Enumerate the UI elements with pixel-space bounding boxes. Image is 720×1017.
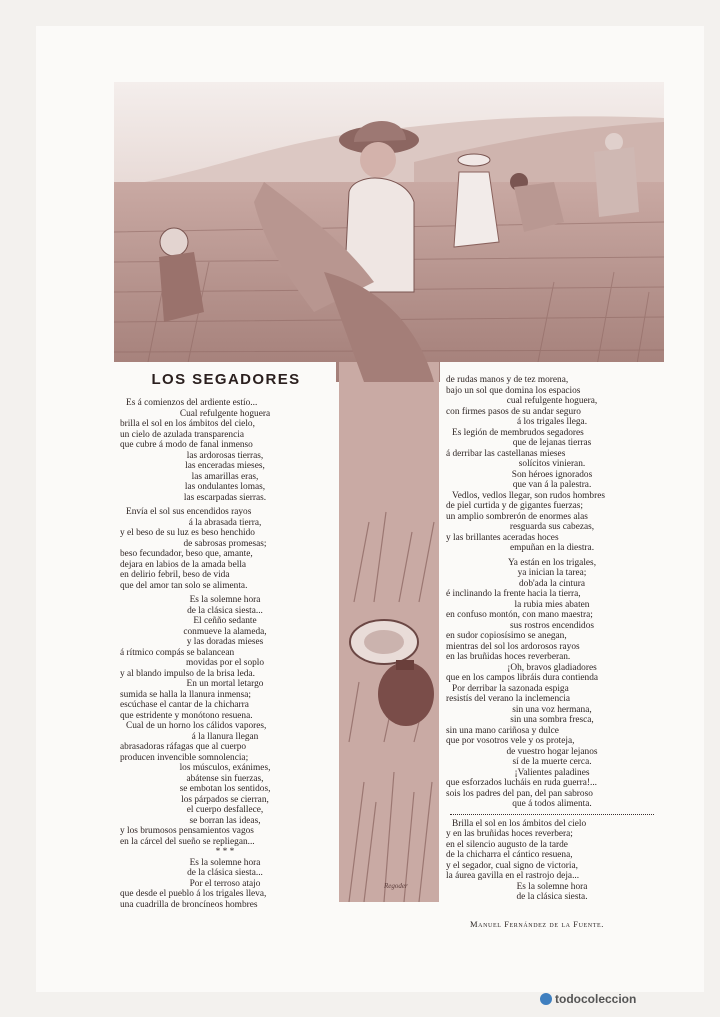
verse-line: conmueve la alameda, bbox=[183, 626, 267, 637]
verse-line: y el beso de su luz es beso henchido bbox=[120, 528, 255, 538]
verse-line: las ardorosas tierras, bbox=[186, 450, 264, 461]
verse-line: á la abrasada tierra, bbox=[188, 517, 262, 528]
verse-line: la rubia mies abaten bbox=[514, 599, 590, 610]
verse-line: dejara en labios de la amada bella bbox=[120, 559, 247, 570]
verse-line: se embotan los sentidos, bbox=[179, 784, 271, 794]
verse-line: mientras del sol los ardorosos rayos bbox=[446, 641, 580, 652]
verse-line: movidas por el soplo bbox=[185, 658, 265, 668]
verse-line: en delirio febril, beso de vida bbox=[120, 570, 230, 580]
verse-line: El ceñño sedante bbox=[193, 616, 257, 626]
verse-line: sin una mano cariñosa y dulce bbox=[446, 725, 559, 736]
verse-line: que desde el pueblo á los trigales lleva, bbox=[120, 889, 267, 899]
verse-line: y las brillantes aceradas hoces bbox=[446, 532, 559, 543]
verse-line: de vuestro hogar lejanos bbox=[506, 746, 598, 757]
verse-line: y el segador, cual signo de victoria, bbox=[446, 860, 578, 871]
verse-line: y al blando impulso de la brisa leda. bbox=[120, 668, 255, 679]
verse-line: Es la solemne hora bbox=[189, 595, 261, 605]
verse-line: una cuadrilla de broncíneos hombres bbox=[120, 899, 258, 910]
verse-line: un cielo de azulada transparencia bbox=[120, 429, 244, 440]
illustrator-signature: Regoder bbox=[384, 882, 408, 890]
verse-line: y los brumosos pensamientos vagos bbox=[120, 826, 254, 836]
verse-line: un amplio sombrerón de enormes alas bbox=[446, 511, 588, 522]
verse-line: Ya están en los trigales, bbox=[507, 557, 597, 568]
verse-line: que á todos alimenta. bbox=[512, 799, 592, 809]
verse-line: que van á la palestra. bbox=[512, 480, 592, 490]
verse-line: solícitos vinieran. bbox=[518, 459, 586, 469]
watermark-logo-icon bbox=[540, 993, 552, 1005]
verse-line: que esforzados lucháis en ruda guerra!... bbox=[446, 778, 597, 788]
verse-line: sois los padres del pan, del pan sabroso bbox=[446, 788, 593, 799]
verse-line: que estridente y monótono resuena. bbox=[120, 710, 253, 721]
verse-line: los músculos, exánimes, bbox=[179, 763, 271, 773]
verse-line: que de lejanas tierras bbox=[512, 438, 592, 448]
verse-line: las escarpadas sierras. bbox=[183, 492, 267, 503]
verse-line: las enceradas mieses, bbox=[185, 461, 265, 471]
verse-line: á los trigales llega. bbox=[516, 417, 588, 427]
verse-line: á derribar las castellanas mieses bbox=[446, 448, 566, 459]
verse-line: sus rostros encendidos bbox=[509, 620, 595, 631]
verse-line: Es la solemne hora bbox=[516, 881, 588, 892]
verse-line: en el silencio augusto de la tarde bbox=[446, 839, 568, 850]
verse-line: sin una sombra fresca, bbox=[510, 715, 594, 725]
verse-line: de piel curtida y de gigantes fuerzas; bbox=[446, 501, 583, 511]
verse-line: en la cárcel del sueño se repliegan... bbox=[120, 836, 255, 847]
verse-line: sumida se halla la llanura inmensa; bbox=[120, 689, 252, 700]
verse-line: á la llanura llegan bbox=[191, 731, 259, 742]
verse-line: el cuerpo desfallece, bbox=[186, 805, 264, 815]
verse-line: que por vosotros vele y os proteja, bbox=[446, 736, 575, 746]
verse-line: brilla el sol en los ámbitos del cielo, bbox=[120, 419, 255, 429]
dotted-divider bbox=[450, 814, 654, 815]
verse-line: bajo un sol que domina los espacios bbox=[446, 385, 581, 396]
verse-line: en las bruñidas hoces reverberan. bbox=[446, 652, 571, 662]
verse-line: en confuso montón, con mano maestra; bbox=[446, 610, 593, 620]
verse-line: beso fecundador, beso que, amante, bbox=[120, 549, 253, 559]
verse-line: se borran las ideas, bbox=[189, 815, 261, 826]
verse-line: de sabrosas promesas; bbox=[183, 538, 267, 549]
verse-line: y las doradas mieses bbox=[186, 637, 264, 647]
verse-line: con firmes pasos de su andar seguro bbox=[446, 406, 581, 417]
verse-line: cual refulgente hoguera, bbox=[506, 396, 598, 406]
verse-line: ya inician la tarea; bbox=[517, 568, 587, 578]
verse-line: sí de la muerte cerca. bbox=[512, 757, 592, 767]
verse-line: Cual de un horno los cálidos vapores, bbox=[126, 721, 267, 731]
verse-line: Vedlos, vedlos llegar, son rudos hombres bbox=[452, 490, 605, 501]
verse-line: resguarda sus cabezas, bbox=[509, 522, 595, 532]
verse-line: Por el terroso atajo bbox=[189, 878, 261, 889]
verse-line: empuñan en la diestra. bbox=[509, 543, 595, 553]
verse-line: ¡Oh, bravos gladiadores bbox=[507, 662, 597, 673]
verse-line: abátense sin fuerzas, bbox=[186, 773, 264, 784]
verse-line: y en las bruñidas hoces reverbera; bbox=[446, 829, 573, 839]
verse-line: de la clásica siesta... bbox=[187, 605, 263, 616]
verse-line: de la clásica siesta... bbox=[187, 868, 263, 878]
verse-line: é inclinando la frente hacia la tierra, bbox=[446, 589, 581, 599]
poem-column-left bbox=[114, 398, 336, 910]
watermark-text: todocoleccion bbox=[555, 992, 637, 1006]
verse-line: en sudor copiosísimo se anegan, bbox=[446, 631, 567, 641]
verse-line: las amarillas eras, bbox=[191, 471, 259, 482]
poem-title: LOS SEGADORES bbox=[151, 371, 301, 388]
watermark bbox=[540, 992, 636, 1006]
verse-line: la áurea gavilla en el rastrojo deja... bbox=[446, 871, 580, 881]
verse-line: de la clásica siesta. bbox=[516, 892, 588, 902]
verse-line: escúchase el cantar de la chicharra bbox=[120, 700, 249, 710]
verse-line: * * * bbox=[215, 847, 235, 857]
verse-line: á rítmico compás se balancean bbox=[120, 647, 235, 658]
verse-line: sin una voz hermana, bbox=[512, 704, 592, 715]
verse-line: de rudas manos y de tez morena, bbox=[446, 375, 569, 385]
poem-author: Manuel Fernández de la Fuente. bbox=[470, 919, 604, 929]
verse-line: producen invencible somnolencia; bbox=[120, 752, 249, 763]
verse-line: Por derribar la sazonada espiga bbox=[452, 683, 569, 694]
verse-line: Cual refulgente hoguera bbox=[179, 408, 271, 419]
verse-line: Es legión de membrudos segadores bbox=[452, 427, 584, 438]
verse-line: que cubre á modo de fanal inmenso bbox=[120, 440, 253, 450]
verse-line: Es á comienzos del ardiente estío... bbox=[126, 398, 258, 408]
verse-line: que en los campos libráis dura contienda bbox=[446, 673, 599, 683]
poem-column-right bbox=[440, 375, 664, 903]
verse-line: ¡Valientes paladines bbox=[514, 767, 590, 778]
verse-line: resistís del verano la inclemencia bbox=[446, 694, 571, 704]
verse-line: abrasadoras ráfagas que al cuerpo bbox=[120, 742, 247, 752]
verse-line: dob'ada la cintura bbox=[518, 578, 586, 589]
verse-line: que del amor tan solo se alimenta. bbox=[120, 580, 248, 591]
verse-line: los párpados se cierran, bbox=[181, 794, 269, 805]
verse-line: de la chicharra el cántico resuena, bbox=[446, 850, 573, 860]
verse-line: Es la solemne hora bbox=[189, 857, 261, 868]
verse-line: Son héroes ignorados bbox=[511, 469, 593, 480]
verse-line: En un mortal letargo bbox=[186, 679, 264, 689]
verse-line: las ondulantes lomas, bbox=[184, 482, 266, 492]
verse-line: Brilla el sol en los ámbitos del cielo bbox=[452, 818, 587, 829]
verse-line: Envía el sol sus encendidos rayos bbox=[126, 507, 252, 517]
